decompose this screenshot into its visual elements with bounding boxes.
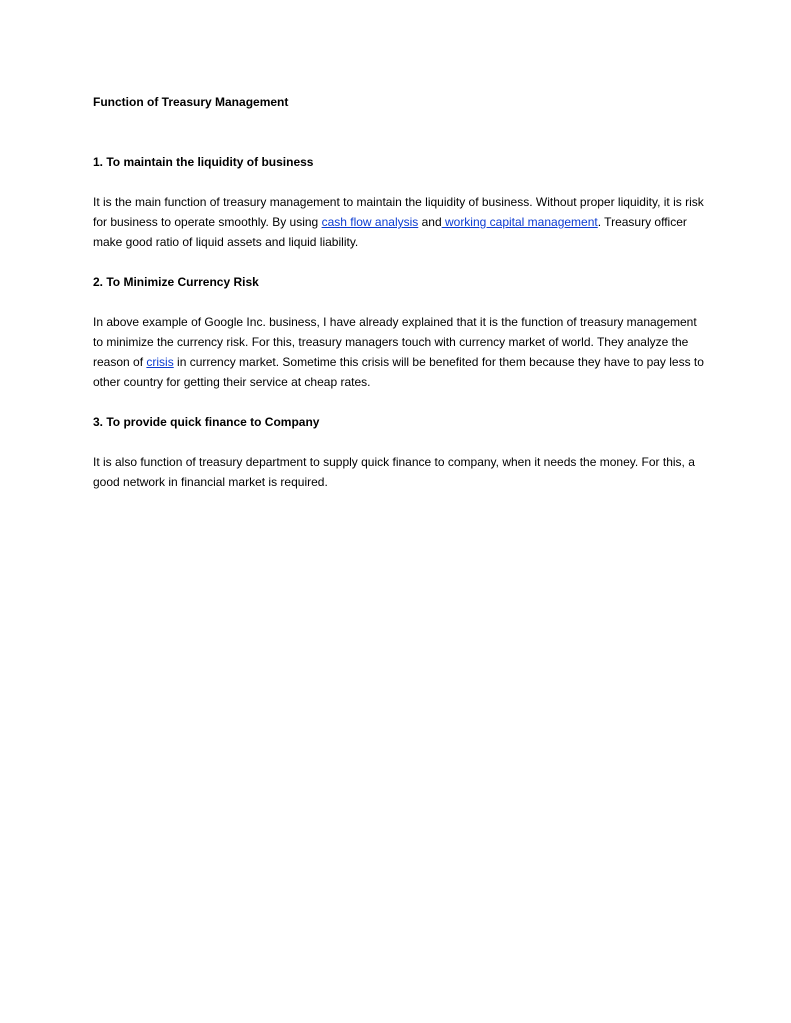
section-heading-quick-finance: 3. To provide quick finance to Company [93, 415, 320, 429]
working-capital-management-link[interactable]: working capital management [441, 215, 598, 229]
section-heading-liquidity: 1. To maintain the liquidity of business [93, 155, 314, 169]
paragraph-text: It is the main function of treasury management to maintain the liquidity of business. Without proper liquidity, it is risk for business to operate smoothly. By using [93, 195, 704, 229]
section-heading-currency-risk: 2. To Minimize Currency Risk [93, 275, 259, 289]
document-title: Function of Treasury Management [93, 95, 289, 109]
document-page [93, 92, 705, 512]
section-paragraph-liquidity [93, 192, 705, 252]
section-paragraph-currency-risk [93, 312, 705, 392]
cash-flow-analysis-link[interactable]: cash flow analysis [321, 215, 419, 229]
paragraph-text: In above example of Google Inc. business, I have already explained that it is the function of treasury management to minimize the currency risk. For this, treasury managers touch with currency market of world. They analyze the reason of [93, 315, 697, 369]
paragraph-text: in currency market. Sometime this crisis will be benefited for them because they have to pay less to other country for getting their service at cheap rates. [93, 355, 704, 389]
paragraph-text: and [418, 215, 442, 229]
crisis-link[interactable]: crisis [146, 355, 174, 369]
section-paragraph-quick-finance: It is also function of treasury department to supply quick finance to company, when it needs the money. For this, a good network in financial market is required. [93, 455, 695, 489]
paragraph-text: . Treasury officer make good ratio of liquid assets and liquid liability. [93, 215, 687, 249]
